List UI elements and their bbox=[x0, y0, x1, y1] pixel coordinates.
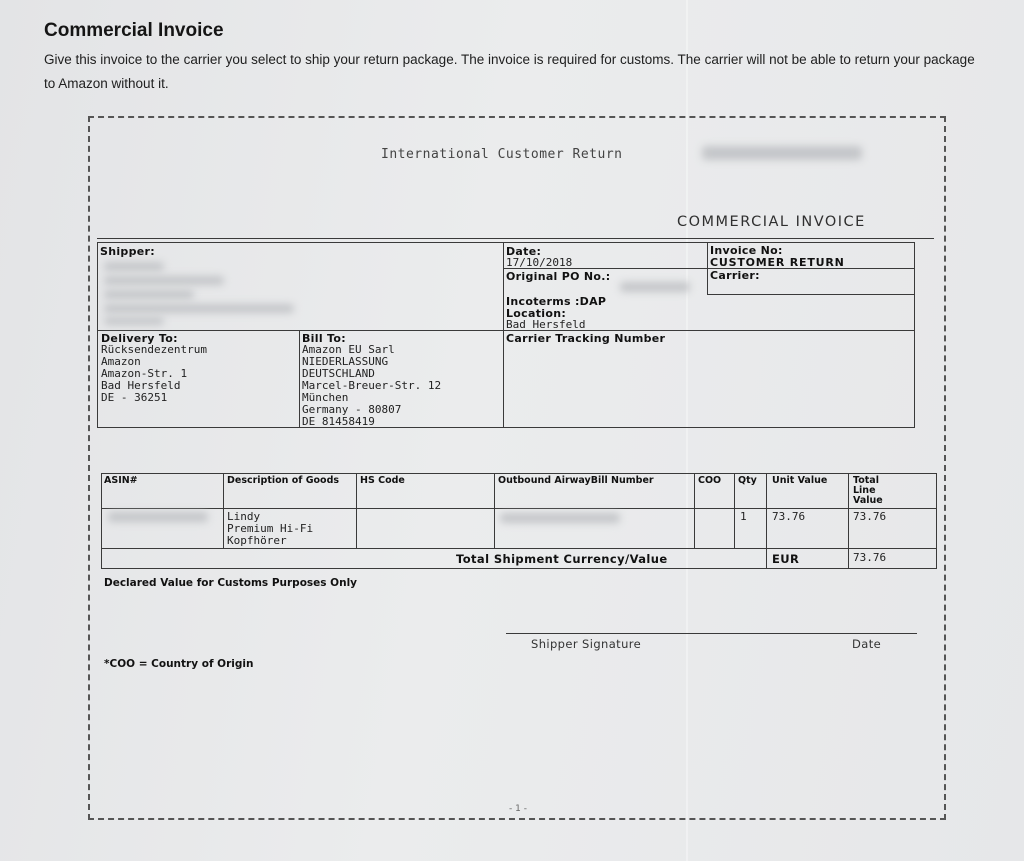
redacted-order-id bbox=[702, 146, 862, 160]
redacted-shipper-line bbox=[104, 317, 164, 325]
col-header-asin: ASIN# bbox=[104, 475, 138, 486]
col-divider bbox=[494, 473, 495, 548]
delivery-bill-divider bbox=[299, 330, 300, 428]
bill-line: DE 81458419 bbox=[302, 415, 375, 428]
col-divider bbox=[694, 473, 695, 548]
item-unit-value: 73.76 bbox=[772, 510, 806, 523]
invoice-no-value: CUSTOMER RETURN bbox=[710, 256, 845, 269]
delivery-address bbox=[101, 344, 207, 404]
signature-date-label: Date bbox=[852, 637, 882, 651]
location-value: Bad Hersfeld bbox=[506, 318, 586, 331]
invoice-heading: COMMERCIAL INVOICE bbox=[677, 214, 866, 230]
delivery-line: Amazon bbox=[101, 355, 141, 368]
carrier-label: Carrier: bbox=[710, 269, 760, 282]
date-label: Date: bbox=[506, 245, 542, 258]
declared-value-note: Declared Value for Customs Purposes Only bbox=[104, 577, 358, 589]
items-row-rule bbox=[101, 548, 937, 549]
total-shipment-value: 73.76 bbox=[853, 551, 887, 564]
col-divider bbox=[223, 473, 224, 548]
redacted-asin bbox=[108, 512, 208, 522]
redacted-shipper-line bbox=[104, 276, 224, 285]
invoice-instructions: Give this invoice to the carrier you select to ship your return package. The invoice is required for customs. The carrier will not be able to return your package to Amazon without it. bbox=[44, 52, 975, 91]
item-description-line: Premium Hi-Fi bbox=[227, 522, 314, 535]
redacted-airwaybill bbox=[500, 513, 620, 523]
tracking-label: Carrier Tracking Number bbox=[506, 332, 666, 345]
col-divider bbox=[734, 473, 735, 548]
item-description-line: Kopfhörer bbox=[227, 534, 287, 547]
item-description bbox=[227, 511, 313, 547]
invoice-no-label: Invoice No: bbox=[710, 244, 783, 257]
bill-address bbox=[302, 344, 441, 428]
redacted-shipper-line bbox=[104, 262, 164, 271]
col-divider bbox=[766, 473, 767, 569]
col-header-qty: Qty bbox=[738, 475, 757, 486]
bill-line: Marcel-Breuer-Str. 12 bbox=[302, 379, 442, 392]
total-currency: EUR bbox=[772, 552, 800, 566]
item-qty: 1 bbox=[740, 510, 747, 523]
bill-to-label: Bill To: bbox=[302, 332, 346, 345]
col-header-hs-code: HS Code bbox=[360, 475, 405, 486]
delivery-line: DE - 36251 bbox=[101, 391, 168, 404]
item-description-line: Lindy bbox=[227, 510, 261, 523]
bill-line: NIEDERLASSUNG bbox=[302, 355, 389, 368]
bill-line: Amazon EU Sarl bbox=[302, 343, 395, 356]
shipper-signature-label: Shipper Signature bbox=[531, 637, 642, 651]
bill-line: Germany - 80807 bbox=[302, 403, 402, 416]
carrier-bottom-divider bbox=[707, 294, 915, 295]
date-value: 17/10/2018 bbox=[506, 256, 573, 269]
original-po-label: Original PO No.: bbox=[506, 270, 611, 283]
delivery-to-label: Delivery To: bbox=[101, 332, 178, 345]
delivery-line: Amazon-Str. 1 bbox=[101, 367, 188, 380]
redacted-po-number bbox=[620, 282, 690, 292]
redacted-shipper-line bbox=[104, 304, 294, 313]
col-header-total-line-value: Total Line Value bbox=[853, 475, 883, 506]
return-header-line: International Customer Return bbox=[381, 147, 623, 162]
redacted-shipper-line bbox=[104, 290, 194, 299]
signature-line bbox=[506, 633, 917, 634]
item-total-value: 73.76 bbox=[853, 510, 887, 523]
bill-line: DEUTSCHLAND bbox=[302, 367, 375, 380]
col-divider bbox=[848, 473, 849, 569]
page-number: - 1 - bbox=[509, 804, 527, 814]
page-title: Commercial Invoice bbox=[44, 20, 224, 41]
col-header-description: Description of Goods bbox=[227, 475, 340, 486]
incoterms: Incoterms :DAP bbox=[506, 295, 607, 308]
coo-note: *COO = Country of Origin bbox=[104, 658, 254, 670]
col-header-coo: COO bbox=[698, 475, 722, 486]
items-header-rule bbox=[101, 508, 937, 509]
col-header-unit-value: Unit Value bbox=[772, 475, 828, 486]
delivery-line: Rücksendezentrum bbox=[101, 343, 207, 356]
total-shipment-label: Total Shipment Currency/Value bbox=[456, 552, 668, 566]
col-header-airwaybill: Outbound AirwayBill Number bbox=[498, 475, 654, 486]
delivery-line: Bad Hersfeld bbox=[101, 379, 181, 392]
col-divider bbox=[356, 473, 357, 548]
heading-rule bbox=[97, 238, 934, 239]
location-label: Location: bbox=[506, 307, 567, 320]
bill-line: München bbox=[302, 391, 349, 404]
address-divider-vertical bbox=[503, 242, 504, 428]
shipper-label: Shipper: bbox=[100, 245, 155, 258]
